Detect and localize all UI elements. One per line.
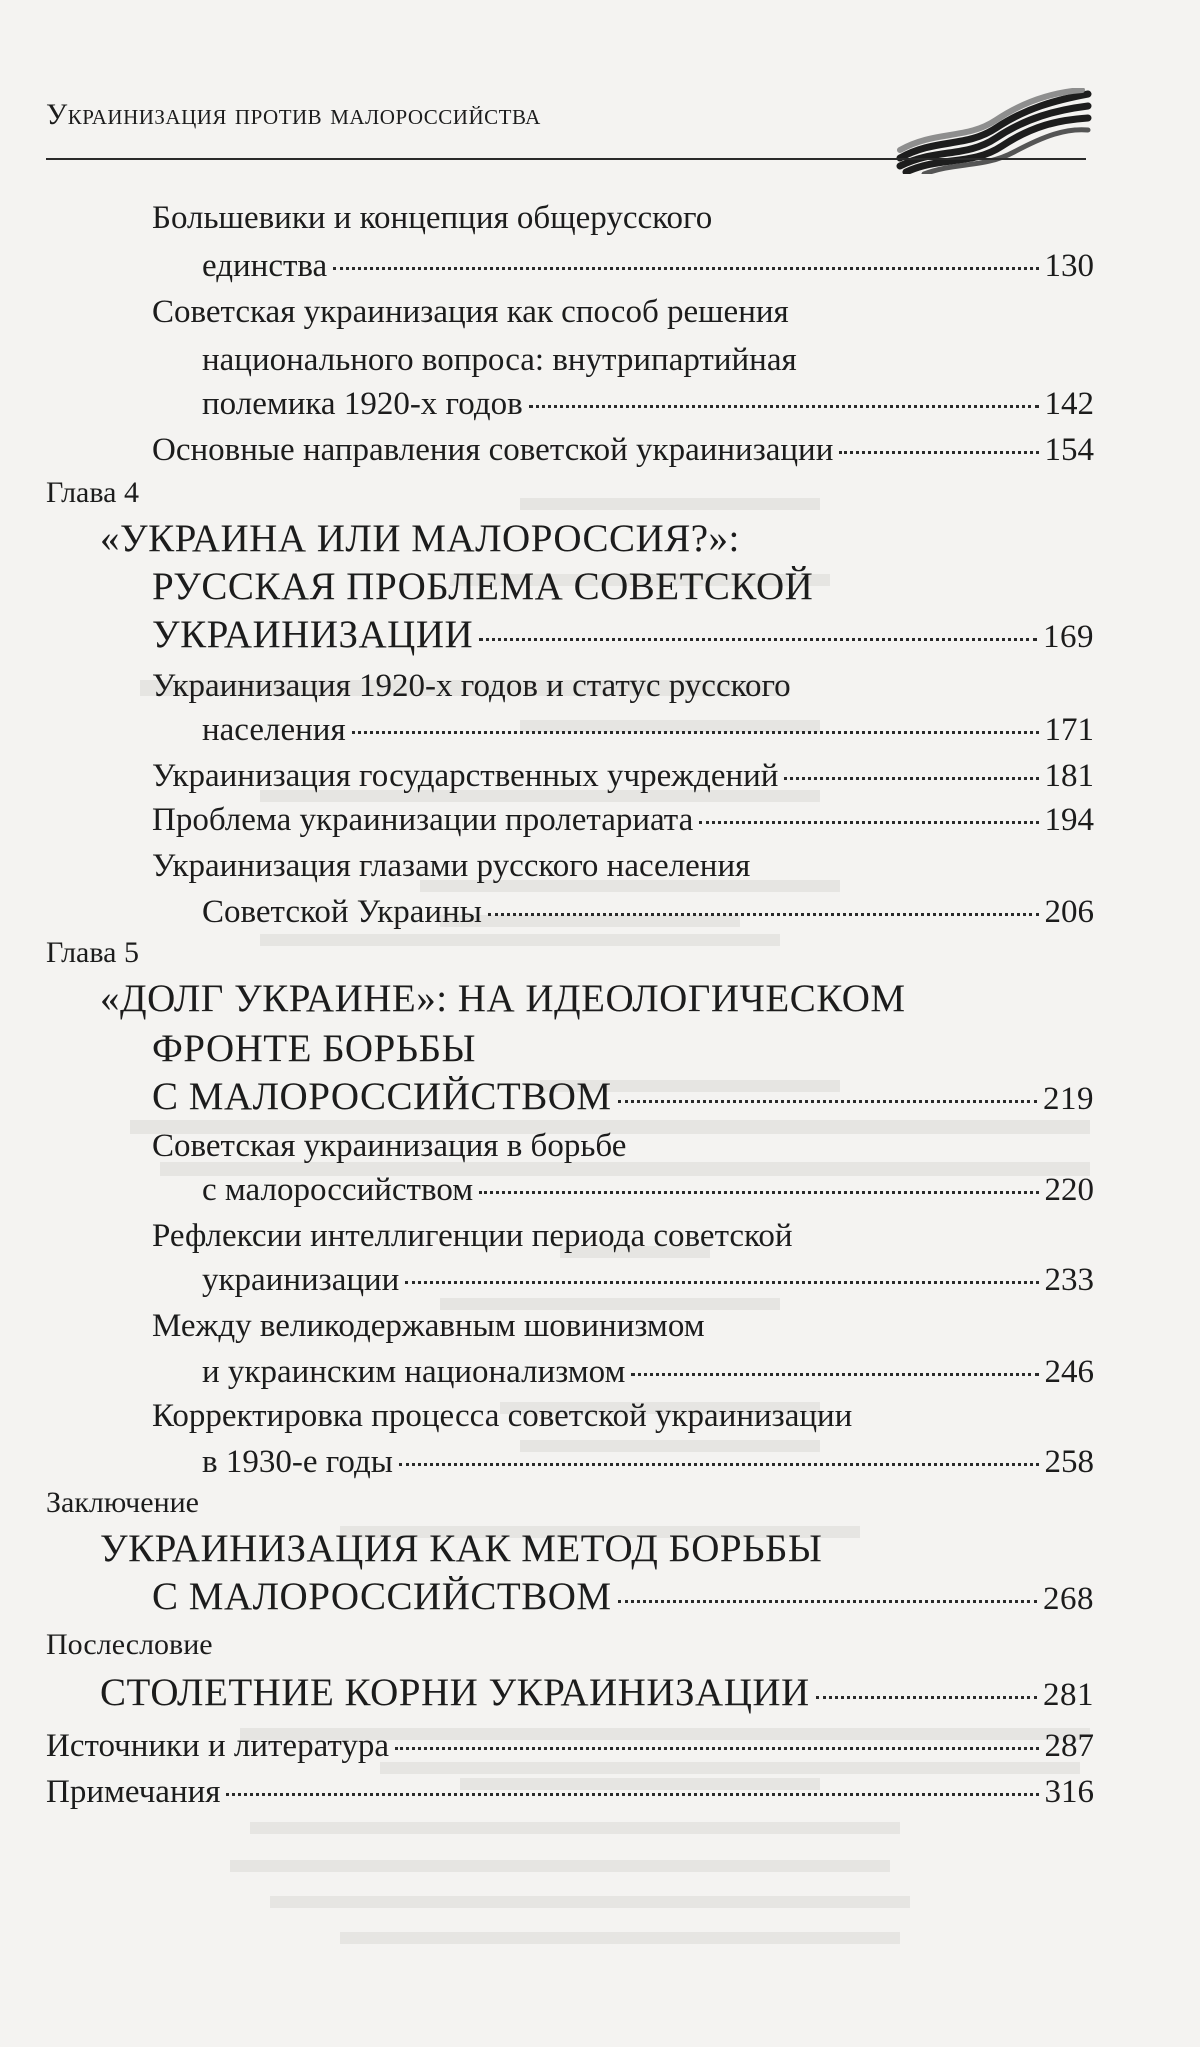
page-number: 171 (1044, 712, 1094, 748)
dot-leader (618, 1600, 1037, 1603)
dot-leader (399, 1463, 1039, 1466)
page-number: 233 (1044, 1262, 1094, 1298)
page-number: 219 (1043, 1081, 1094, 1117)
page-number: 220 (1044, 1172, 1094, 1208)
dot-leader (488, 913, 1039, 916)
section-label-text: Заключение (46, 1486, 199, 1519)
page-number: 181 (1044, 758, 1094, 794)
dot-leader (631, 1373, 1038, 1376)
page-number: 194 (1044, 802, 1094, 838)
toc-entry-leader-line (202, 1262, 1094, 1299)
section-leader-line (100, 1670, 1094, 1715)
toc-entry-text (152, 1128, 626, 1165)
toc-entry-leader-line (202, 712, 1094, 749)
chapter-label (46, 476, 139, 510)
section-label-text: Послесловие (46, 1628, 213, 1661)
chapter-label (46, 936, 139, 970)
toc-entry-leader-line (202, 1172, 1094, 1209)
chapter-leader-line (152, 612, 1094, 657)
chapter-title-text: «УКРАИНА ИЛИ МАЛОРОССИЯ?»: (100, 517, 740, 560)
toc-entry-title: Украинизация государственных учреждений (152, 758, 779, 794)
toc-entry-leader-line (152, 758, 1094, 795)
section-label (46, 1628, 213, 1662)
chapter-title-text: С МАЛОРОССИЙСТВОМ (152, 1075, 612, 1118)
page-number: 206 (1044, 894, 1094, 930)
page-number: 281 (1043, 1677, 1094, 1713)
dot-leader (352, 731, 1039, 734)
toc-entry-leader-line (202, 1444, 1094, 1481)
dot-leader (816, 1696, 1037, 1699)
chapter-title (100, 516, 740, 561)
toc-entry-leader-line (202, 894, 1094, 931)
toc-entry-text (152, 848, 750, 885)
dot-leader (395, 1747, 1038, 1750)
toc-entry-title: Советской Украины (202, 894, 482, 930)
page-number: 258 (1044, 1444, 1094, 1480)
toc-entry-title: украинизации (202, 1262, 400, 1298)
toc-entry-text (202, 342, 797, 379)
running-header: Украинизация против малороссийства (46, 98, 541, 131)
dot-leader (479, 1191, 1038, 1194)
toc-entry-text (152, 1308, 705, 1345)
page-number: 268 (1043, 1581, 1094, 1617)
toc-entry-title: Рефлексии интеллигенции периода советской (152, 1218, 793, 1254)
toc-entry-title: Советская украинизация в борьбе (152, 1128, 627, 1164)
toc-entry-title: Основные направления советской украинизации (152, 432, 834, 468)
toc-entry-leader-line (46, 1774, 1094, 1811)
toc-entry-title: Большевики и концепция общерусского (152, 200, 713, 236)
section-title-text: УКРАИНИЗАЦИЯ КАК МЕТОД БОРЬБЫ (100, 1527, 823, 1570)
toc-entry-title: единства (202, 248, 328, 284)
toc-entry-leader-line (152, 802, 1094, 839)
toc-entry-title: Украинизация 1920-х годов и статус русского (152, 668, 791, 704)
toc-entry-leader-line (202, 248, 1094, 285)
toc-entry-leader-line (46, 1728, 1094, 1765)
section-title-text: СТОЛЕТНИЕ КОРНИ УКРАИНИЗАЦИИ (100, 1671, 810, 1714)
chapter-leader-line (152, 1074, 1094, 1119)
dot-leader (333, 267, 1038, 270)
chapter-title-text: «ДОЛГ УКРАИНЕ»: НА ИДЕОЛОГИЧЕСКОМ (100, 977, 906, 1020)
toc-entry-leader-line (202, 386, 1094, 423)
toc-entry-text (152, 294, 789, 331)
dot-leader (529, 405, 1039, 408)
dot-leader (618, 1100, 1037, 1103)
page-number: 130 (1044, 248, 1094, 284)
chapter-label-text: Глава 4 (46, 476, 139, 509)
chapter-title (100, 976, 906, 1021)
dot-leader (226, 1793, 1038, 1796)
page-number: 142 (1044, 386, 1094, 422)
dot-leader (699, 821, 1038, 824)
toc-entry-text (152, 1398, 852, 1435)
chapter-title-text: РУССКАЯ ПРОБЛЕМА СОВЕТСКОЙ (152, 565, 814, 608)
chapter-title-text: ФРОНТЕ БОРЬБЫ (152, 1027, 476, 1070)
toc-entry-text (152, 668, 791, 705)
section-leader-line (152, 1574, 1094, 1619)
toc-entry-title: населения (202, 712, 346, 748)
toc-entry-text (152, 1218, 793, 1255)
toc-entry-title: с малороссийством (202, 1172, 474, 1208)
toc-entry-title: Примечания (46, 1774, 221, 1810)
page-number: 154 (1044, 432, 1094, 468)
toc-entry-title: полемика 1920-х годов (202, 386, 523, 422)
toc-entry-title: национального вопроса: внутрипартийная (202, 342, 797, 378)
toc-entry-title: в 1930-е годы (202, 1444, 393, 1480)
toc-entry-title: Источники и литература (46, 1728, 390, 1764)
section-title-text: С МАЛОРОССИЙСТВОМ (152, 1575, 612, 1618)
dot-leader (784, 777, 1038, 780)
toc-entry-title: Украинизация глазами русского населения (152, 848, 751, 884)
toc-entry-text (152, 200, 712, 237)
dot-leader (839, 451, 1038, 454)
toc-entry-leader-line (152, 432, 1094, 469)
page-number: 287 (1044, 1728, 1094, 1764)
chapter-title (152, 564, 813, 609)
section-label (46, 1486, 199, 1520)
toc-entry-title: Проблема украинизации пролетариата (152, 802, 694, 838)
dot-leader (479, 638, 1037, 641)
toc-entry-title: Между великодержавным шовинизмом (152, 1308, 705, 1344)
dot-leader (405, 1281, 1038, 1284)
toc-entry-title: Корректировка процесса советской украинизации (152, 1398, 853, 1434)
toc-entry-title: Советская украинизация как способ решения (152, 294, 789, 330)
page-number: 316 (1044, 1774, 1094, 1810)
chapter-title-text: УКРАИНИЗАЦИИ (152, 613, 474, 656)
toc-entry-title: и украинским национализмом (202, 1354, 626, 1390)
page-number: 169 (1043, 619, 1094, 655)
chapter-title (152, 1026, 476, 1071)
chapter-label-text: Глава 5 (46, 936, 139, 969)
section-title (100, 1526, 822, 1571)
toc-entry-leader-line (202, 1354, 1094, 1391)
page-number: 246 (1044, 1354, 1094, 1390)
